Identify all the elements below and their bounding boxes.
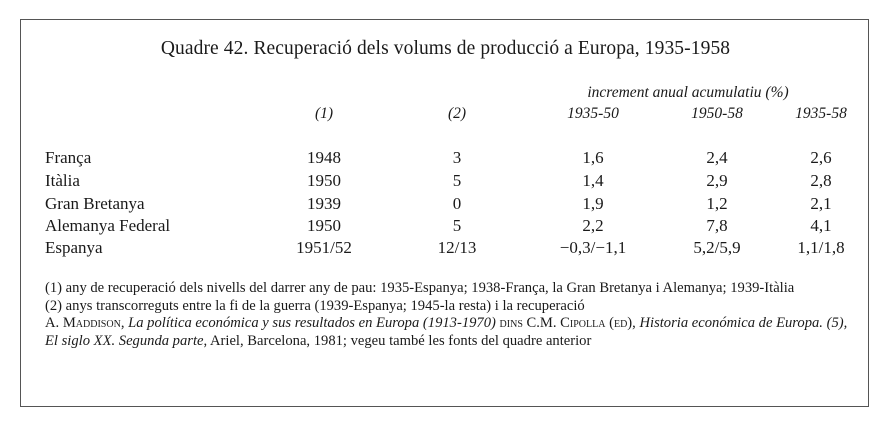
table-row <box>0 238 891 260</box>
group-header: increment anual acumulatiu (%) <box>587 84 789 101</box>
table-cell: 0 <box>452 194 462 213</box>
table-row <box>0 171 891 193</box>
table-row <box>0 216 891 238</box>
source-rest: , Ariel, Barcelona, 1981; vegeu també les fonts del quadre anterior <box>203 333 592 350</box>
table-cell: −0,3/−1,1 <box>559 238 627 257</box>
table-cell: 2,6 <box>810 148 832 167</box>
table-cell: 4,1 <box>810 216 832 235</box>
table-cell: 1939 <box>307 194 341 213</box>
table-cell: 2,9 <box>706 171 728 190</box>
column-header-1: (1) <box>314 105 334 122</box>
table-cell: 3 <box>452 148 462 167</box>
table-cell: 1950 <box>307 171 341 190</box>
table-cell: 7,8 <box>706 216 728 235</box>
country-name: França <box>45 148 92 167</box>
country-name: Alemanya Federal <box>45 216 171 235</box>
source-title: La política económica y sus resultados en Europa (1913-1970) <box>128 315 496 332</box>
table-cell: 5 <box>452 171 462 190</box>
column-header-3: 1935-50 <box>567 105 619 122</box>
source-author: A. Maddison <box>45 315 121 332</box>
table-cell: 2,4 <box>706 148 728 167</box>
table-notes <box>45 280 855 351</box>
country-name: Espanya <box>45 238 103 257</box>
table-cell: 2,2 <box>582 216 604 235</box>
table-cell: 1,6 <box>582 148 604 167</box>
country-name: Itàlia <box>45 171 80 190</box>
note-1: (1) any de recuperació dels nivells del darrer any de pau: 1935-Espanya; 1938-França, la Gran Bretanya i Alemanya; 1939-Itàlia <box>45 280 795 296</box>
source-note: A. Maddison, La política económica y sus resultados en Europa (1913-1970) dins C.M. Cipolla (ed), Historia económica de Europa. (5), El siglo XX. Segunda parte, Ariel, Barcelona, 1981; vegeu també les fonts del quadre anterior <box>45 315 848 350</box>
source-book: Historia económica de Europa. (5), El siglo XX. Segunda parte <box>45 315 848 350</box>
table-cell: 5,2/5,9 <box>693 238 741 257</box>
table-cell: 1,4 <box>582 171 604 190</box>
column-header-4: 1950-58 <box>691 105 743 122</box>
column-header-5: 1935-58 <box>795 105 847 122</box>
table-cell: 1,1/1,8 <box>797 238 845 257</box>
table-cell: 2,1 <box>810 194 832 213</box>
table-row <box>0 194 891 216</box>
table-cell: 1,9 <box>582 194 604 213</box>
table-row <box>0 148 891 170</box>
table-cell: 1948 <box>307 148 341 167</box>
table-cell: 1951/52 <box>296 238 352 257</box>
source-dins: dins C.M. Cipolla (ed), <box>499 315 636 332</box>
table-title: Quadre 42. Recuperació dels volums de producció a Europa, 1935-1958 <box>160 38 731 59</box>
note-2: (2) anys transcorreguts entre la fi de la guerra (1939-Espanya; 1945-la resta) i la recuperació <box>45 297 585 314</box>
table-cell: 2,8 <box>810 171 832 190</box>
table-cell: 1,2 <box>706 194 728 213</box>
country-name: Gran Bretanya <box>45 194 145 213</box>
column-header-2: (2) <box>447 105 467 122</box>
table-cell: 1950 <box>307 216 341 235</box>
table-cell: 12/13 <box>437 238 477 257</box>
table-cell: 5 <box>452 216 462 235</box>
